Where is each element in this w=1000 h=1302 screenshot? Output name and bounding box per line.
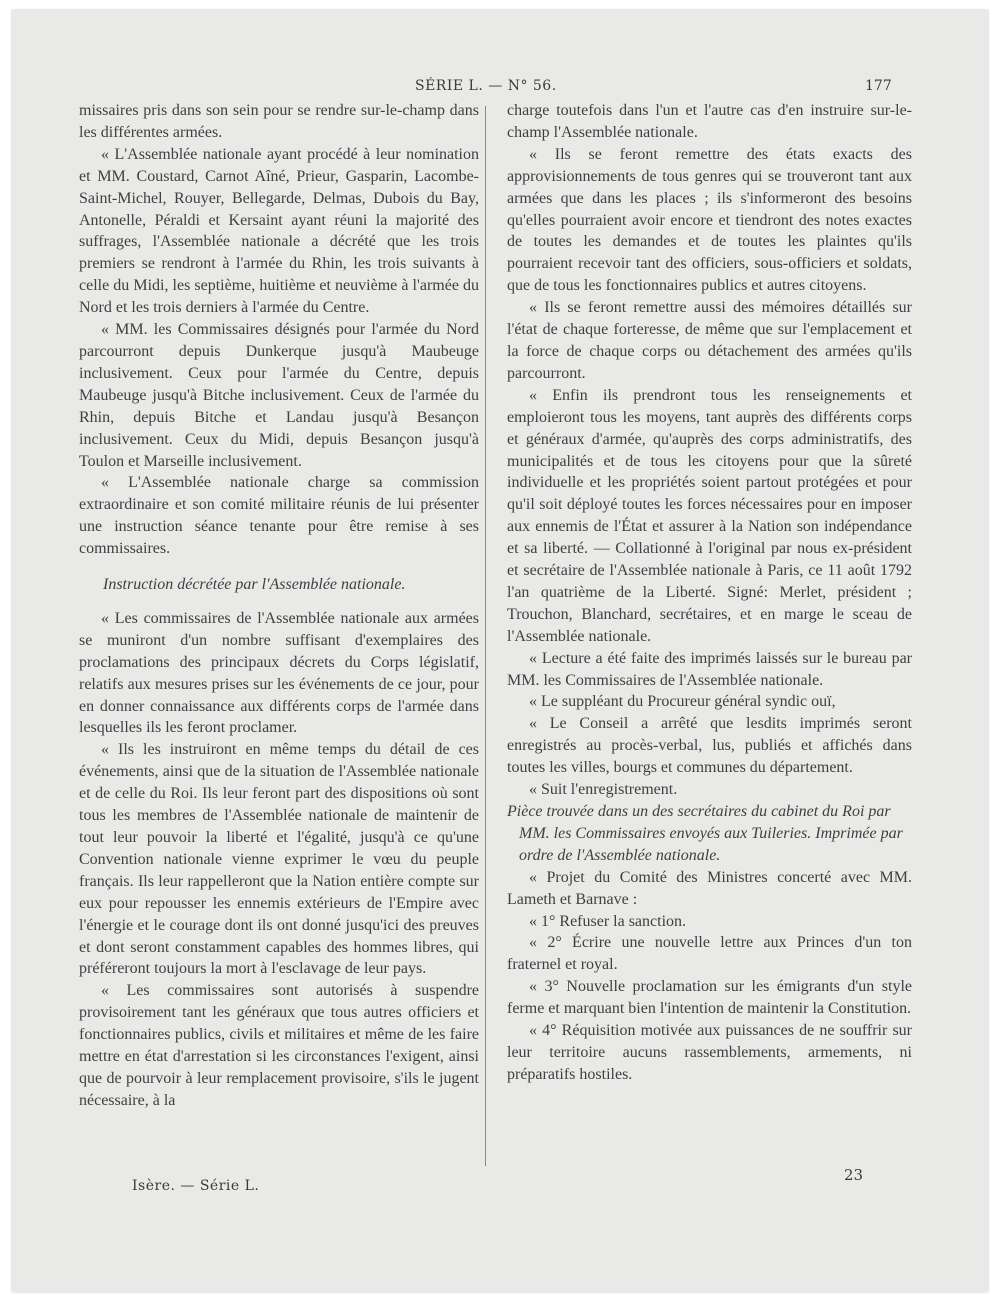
page-number: 177 <box>865 78 892 94</box>
series-label: SÉRIE L. — N° 56. <box>415 78 557 94</box>
running-header <box>12 78 988 102</box>
section-heading: Instruction décrétée par l'Assemblée nationale. <box>103 576 406 594</box>
paragraph: « Les commissaires de l'Assemblée nationale aux armées se muniront d'un nombre suffisant d'exemplaires des proclamations des principaux décrets du Corps législatif, relatifs aux mesures prises sur les événements de ce jour, pour en donner connaissance aux différents corps de l'armée dans lesquelles ils les feront proclamer. <box>79 609 479 737</box>
paragraph: « Le Conseil a arrêté que lesdits imprimés seront enregistrés au procès-verbal, lus, publiés et affichés dans toutes les villes, bourgs et communes du département. <box>507 715 912 777</box>
paragraph: « Enfin ils prendront tous les renseignements et emploieront tous les moyens, tant auprès des différents corps et généraux d'armée, qu'auprès des corps administratifs, des municipalités et de tous les citoyens pour que la sûreté individuelle et les propriétés soient partout protégées et pour qu'il soit déployé toutes les forces nécessaires pour en imposer aux ennemis de l'État et assurer à la Nation son indépendance et sa liberté. — Collationné à l'original par nous ex-président et secrétaire de l'Assemblée nationale à Paris, ce 11 août 1792 l'an quatrième de la Liberté. Signé: Merlet, président ; Trouchon, Blanchard, secrétaires, et en marge le sceau de l'Assemblée nationale. <box>507 386 912 645</box>
paragraph: « Lecture a été faite des imprimés laissés sur le bureau par MM. les Commissaires de l'Assemblée nationale. <box>507 649 912 689</box>
column-divider <box>485 106 486 1166</box>
paragraph: « 1° Refuser la sanction. <box>529 912 687 930</box>
footer-label: Isère. — Série L. <box>132 1178 260 1194</box>
paragraph: « Ils se feront remettre aussi des mémoires détaillés sur l'état de chaque forteresse, de même que sur l'emplacement et la force de chaque corps ou détachement des armées qu'ils parcourront. <box>507 299 912 382</box>
left-column <box>79 100 479 1112</box>
signature-number: 23 <box>844 1166 864 1184</box>
document-page <box>12 10 988 1292</box>
paragraph: « L'Assemblée nationale charge sa commission extraordinaire et son comité militaire réunis de lui présenter une instruction séance tenante pour être remise à ses commissaires. <box>79 474 479 558</box>
paragraph: « 3° Nouvelle proclamation sur les émigrants d'un style ferme et marquant bien l'intention de maintenir la Constitution. <box>507 978 912 1018</box>
paragraph: charge toutefois dans l'un et l'autre cas d'en instruire sur-le-champ l'Assemblée nationale. <box>507 102 912 141</box>
paragraph: « L'Assemblée nationale ayant procédé à leur nomination et MM. Coustard, Carnot Aîné, Prieur, Gasparin, Lacombe-Saint-Michel, Rouyer, Bellegarde, Delmas, Dubois du Bay, Antonelle, Péraldi et Kersaint ayant réuni la majorité des suffrages, l'Assemblée nationale a décrété que les trois premiers se rendront à l'armée du Rhin, les trois suivants à celle du Midi, les septième, huitième et neuvième à l'armée du Nord et les trois derniers à l'armée du Centre. <box>79 145 479 317</box>
paragraph: « MM. les Commissaires désignés pour l'armée du Nord parcourront depuis Dunkerque jusqu'à Maubeuge inclusivement. Ceux pour l'armée du Centre, depuis Maubeuge jusqu'à Bitche inclusivement. Ceux de l'armée du Rhin, depuis Bitche et Landau jusqu'à Besançon inclusivement. Ceux du Midi, depuis Besançon jusqu'à Toulon et Marseille inclusivement. <box>79 321 479 470</box>
paragraph: « 4° Réquisition motivée aux puissances de ne souffrir sur leur territoire aucuns rassemblements, armements, ni préparatifs hostiles. <box>507 1022 912 1083</box>
paragraph: « 2° Écrire une nouvelle lettre aux Princes d'un ton fraternel et royal. <box>507 934 912 974</box>
paragraph: « Le suppléant du Procureur général syndic ouï, <box>529 693 836 711</box>
paragraph: missaires pris dans son sein pour se rendre sur-le-champ dans les différentes armées. <box>79 102 479 141</box>
paragraph: « Ils se feront remettre des états exacts des approvisionnements de tous genres qui se trouveront tant aux armées que dans les places ; ils s'informeront des besoins qu'elles pourraient avoir encore et tiendront des notes exactes de toutes les demandes et de toutes les plaintes qu'ils pourraient recevoir tant des officiers, sous-officiers et soldats, que de tous les fonctionnaires publics et autres citoyens. <box>507 145 912 295</box>
piece-caption: Pièce trouvée dans un des secrétaires du cabinet du Roi par MM. les Commissaires envoyés aux Tuileries. Imprimée par ordre de l'Assemblée nationale. <box>507 803 903 864</box>
paragraph: « Les commissaires sont autorisés à suspendre provisoirement tant les généraux que tous autres officiers et fonctionnaires publics, civils et militaires et même de les faire mettre en état d'arrestation si les circonstances l'exigent, ainsi que de pourvoir à leur remplacement provisoire, s'ils le jugent nécessaire, à la <box>79 982 479 1109</box>
right-column <box>507 100 912 1086</box>
paragraph: « Projet du Comité des Ministres concerté avec MM. Lameth et Barnave : <box>507 868 912 908</box>
paragraph: « Ils les instruiront en même temps du détail de ces événements, ainsi que de la situation de l'Assemblée nationale et de celle du Roi. Ils leur feront part des dispositions où sont tous les membres de l'Assemblée nationale de maintenir de tout leur pouvoir la liberté et l'égalité, jusqu'à ce qu'une Convention nationale vienne exprimer le vœu du peuple français. Ils leur rappelleront que la Nation entière compte sur eux pour repousser les ennemis extérieurs de l'Empire avec l'énergie et le courage dont ils ont donné jusqu'ici des preuves et dont seront constamment capables des hommes libres, qui préféreront toujours la mort à l'esclavage de leur pays. <box>79 741 479 978</box>
paragraph: « Suit l'enregistrement. <box>529 781 678 799</box>
